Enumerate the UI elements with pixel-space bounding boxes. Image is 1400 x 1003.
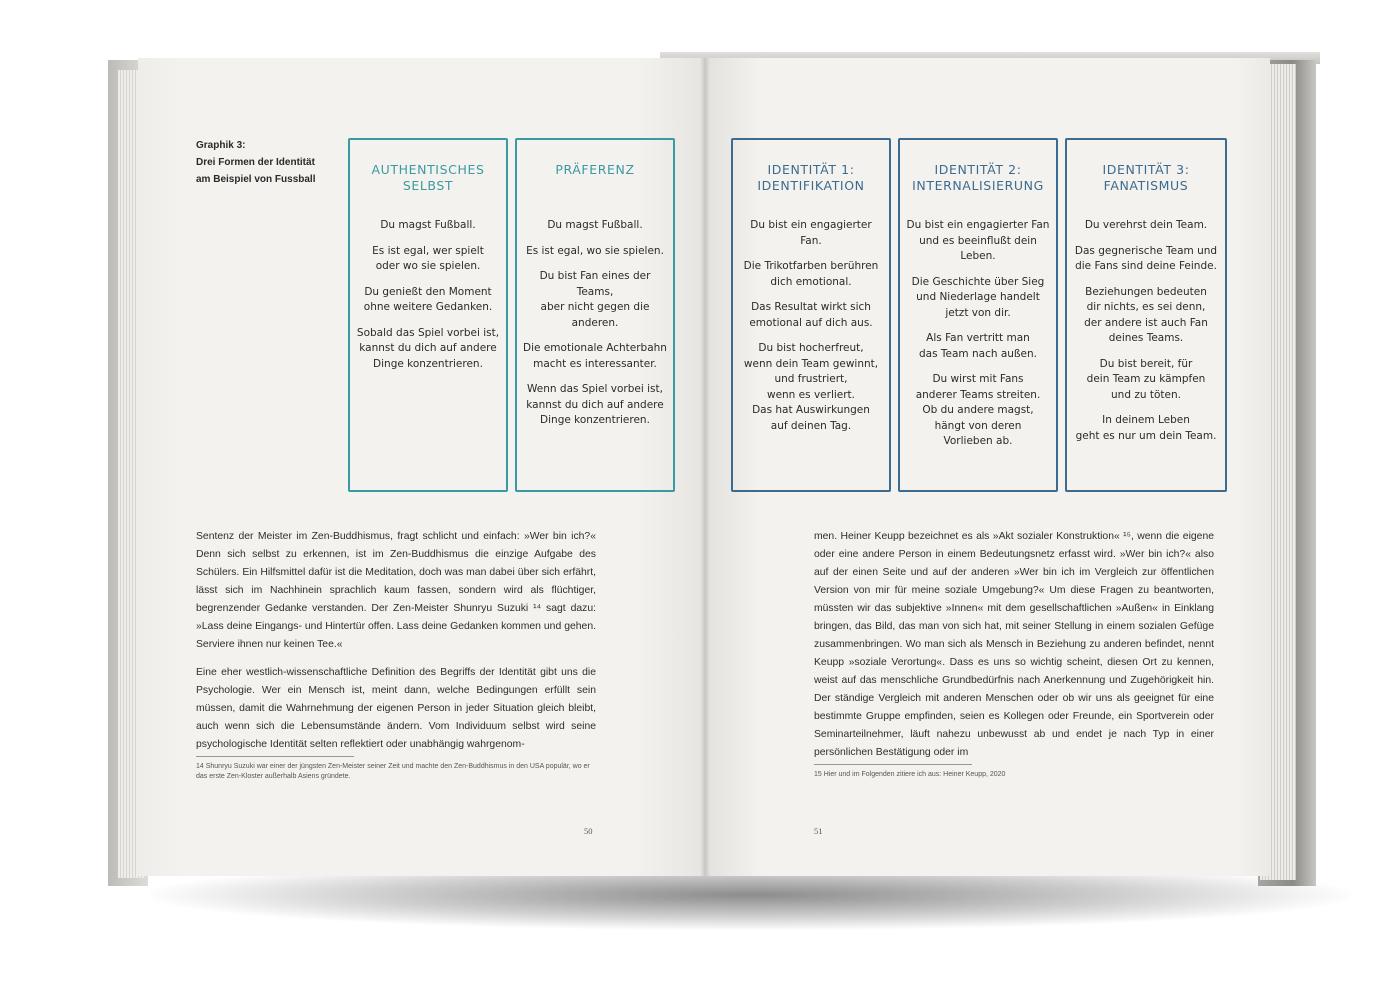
column-paragraph: Du bist ein engagierter Fan. (750, 219, 872, 247)
column-paragraph: Du magst Fußball. (380, 219, 476, 231)
column-paragraph: Du genießt den Moment ohne weitere Gedanken. (363, 285, 493, 313)
column-paragraph: Die Geschichte über Sieg und Niederlage handelt jetzt von dir. (911, 275, 1045, 319)
column-paragraph: Du magst Fußball. (547, 219, 643, 231)
column-paragraph: Du bist bereit, für dein Team zu kämpfen und zu töten. (1086, 357, 1206, 401)
identity-column-fanaticism (1065, 138, 1227, 492)
column-paragraph: Du bist hocherfreut, wenn dein Team gewinnt, und frustriert, wenn es verliert. Das hat Auswirkungen auf deinen Tag. (743, 342, 879, 432)
column-paragraph: Die emotionale Achterbahn macht es interessanter. (523, 342, 667, 370)
column-paragraph: Das Resultat wirkt sich emotional auf dich aus. (749, 301, 873, 329)
graphic-caption (196, 137, 336, 188)
book-gutter (700, 58, 710, 876)
left-body-text (196, 528, 596, 764)
identity-column-identification (731, 138, 891, 492)
column-title: PRÄFERENZ (555, 162, 635, 177)
column-paragraph: Du bist Fan eines der Teams, aber nicht gegen die anderen. (539, 270, 651, 329)
column-paragraph: Du verehrst dein Team. (1084, 219, 1208, 231)
identity-column-authentic-self (348, 138, 508, 492)
body-paragraph: men. Heiner Keupp bezeichnet es als »Akt sozialer Konstruktion« ¹⁵, wenn die eigene oder eine andere Person in einem Bedeutungsnetz erfasst wird. »Wer bin ich?« also auf der einen Seite und auf der anderen »Wer bin ich im Vergleich zur öffentlichen Version von mir für meine soziale Umgebung?« Um diese Fragen zu beantworten, müssten wir das subjektive »Innen« mit dem gesellschaftlichen »Außen« in Einklang bringen, das Bild, das man von sich hat, mit seiner Stellung in einem sozialen Gefüge zusammenbringen. Wo man sich als Mensch in Beziehung zu anderen befindet, nennt Keupp »soziale Verortung«. Dass es uns so wichtig scheint, diesen Ort zu kennen, weist auf das menschliche Grundbedürfnis nach Anerkennung und Zugehörigkeit hin. Der ständige Vergleich mit anderen Menschen oder ob wir uns als geeignet für eine bestimmte Gruppe empfinden, seien es Kollegen oder Freunde, ein Sportverein oder Seminarteilnehmer, läuft nahezu unbewusst ab und endet je nach Typ in einer persönlichen Bestätigung oder im (814, 531, 1214, 758)
column-paragraph: Die Trikotfarben berühren dich emotional. (743, 260, 879, 288)
identity-column-internalization (898, 138, 1058, 492)
graphic-caption-line: Drei Formen der Identität (196, 157, 315, 168)
graphic-caption-line: am Beispiel von Fussball (196, 174, 316, 185)
footnote-14: 14 Shunryu Suzuki war einer der jüngsten Zen-Meister seiner Zeit und machte den Zen-Buddhismus in den USA populär, wo er das erste Zen-Kloster außerhalb Asiens gründete. (196, 763, 590, 780)
body-paragraph: Sentenz der Meister im Zen-Buddhismus, fragt schlicht und einfach: »Wer bin ich?« Denn sich selbst zu erkennen, ist im Zen-Buddhismus die einzige Aufgabe des Schülers. Ein Hilfsmittel dafür ist die Meditation, doch was man dabei über sich erfährt, lässt sich im Nachhinein sprachlich kaum fassen, sondern wird als flüchtiger, begrenzender Gedanke verstanden. Der Zen-Meister Shunryu Suzuki ¹⁴ sagt dazu: »Lass deine Eingangs- und Hintertür offen. Lass deine Gedanken kommen und gehen. Serviere ihnen nur keinen Tee.« (196, 531, 596, 650)
column-title: IDENTITÄT 2: INTERNALISIERUNG (912, 162, 1044, 193)
footnote-divider (196, 756, 354, 757)
column-paragraph: Es ist egal, wer spielt oder wo sie spielen. (372, 244, 484, 272)
graphic-caption-line: Graphik 3: (196, 140, 246, 151)
column-title: IDENTITÄT 3: FANATISMUS (1102, 162, 1190, 193)
right-body-text (814, 528, 1214, 772)
column-paragraph: Es ist egal, wo sie spielen. (526, 244, 664, 257)
column-paragraph: Als Fan vertritt man das Team nach außen. (918, 332, 1037, 360)
identity-column-preference (515, 138, 675, 492)
column-title: IDENTITÄT 1: IDENTIFIKATION (757, 162, 865, 193)
column-paragraph: Du wirst mit Fans anderer Teams streiten. Ob du andere magst, hängt von deren Vorlieben ab. (915, 373, 1041, 447)
column-paragraph: Das gegnerische Team und die Fans sind deine Feinde. (1074, 244, 1218, 272)
column-paragraph: In deinem Leben geht es nur um dein Team. (1075, 414, 1217, 442)
page-number-left: 50 (584, 826, 593, 836)
column-paragraph: Sobald das Spiel vorbei ist, kannst du dich auf andere Dinge konzentrieren. (356, 326, 500, 370)
column-title: AUTHENTISCHES SELBST (371, 162, 485, 193)
page-number-right: 51 (814, 826, 823, 836)
body-paragraph: Eine eher westlich-wissenschaftliche Definition des Begriffs der Identität gibt uns die Psychologie. Wer ein Mensch ist, meint dann, welche Bedingungen erfüllt sein müssen, damit die Wahrnehmung der eigenen Person in jeder Situation gleich bleibt, auch wenn sich die Lebensumstände ändern. Vom Individuum selbst wird seine psychologische Identität selten reflektiert oder unabhängig wahrgenom- (196, 667, 596, 750)
footnote-15: 15 Hier und im Folgenden zitiere ich aus: Heiner Keupp, 2020 (814, 771, 1006, 778)
column-paragraph: Du bist ein engagierter Fan und es beeinflußt dein Leben. (906, 219, 1050, 262)
column-paragraph: Beziehungen bedeuten dir nichts, es sei denn, der andere ist auch Fan deines Teams. (1084, 285, 1208, 344)
column-paragraph: Wenn das Spiel vorbei ist, kannst du dich auf andere Dinge konzentrieren. (526, 383, 664, 426)
footnote-divider (814, 764, 972, 765)
